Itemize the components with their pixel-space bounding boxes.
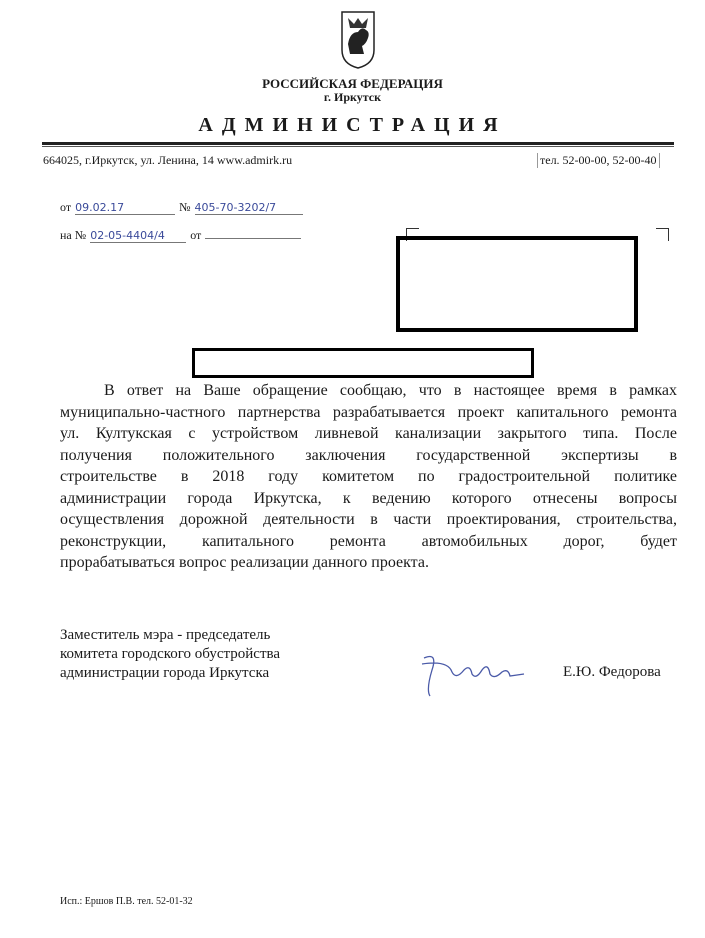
city-name: г. Иркутск — [323, 90, 382, 104]
reply-date — [205, 238, 301, 239]
executor-info: Исп.: Ершов П.В. тел. 52-01-32 — [60, 896, 193, 907]
address-corner-mark — [656, 228, 669, 241]
phone: тел. 52-00-00, 52-00-40 — [537, 153, 660, 168]
body-line: реконструкции, капитального ремонта автомобильных дорог, будет — [60, 532, 677, 550]
header-rule — [42, 142, 674, 145]
body-line: осуществления дорожной деятельности в части проектирования, строительства, — [60, 511, 677, 528]
body-line: получения положительного заключения государственной экспертизы в — [60, 446, 677, 464]
number-label: № — [179, 200, 191, 214]
city-emblem-icon — [340, 10, 376, 70]
reply-number: 02-05-4404/4 — [90, 229, 186, 243]
handwritten-signature — [418, 650, 528, 700]
body-line: прорабатываться вопрос реализации данного проекта. — [60, 554, 429, 571]
from-label: от — [60, 200, 72, 214]
body-line: В ответ на Ваше обращение сообщаю, что в настоящее время в рамках — [104, 382, 677, 399]
reply-label: на № — [60, 228, 87, 242]
body-line: муниципально-частного партнерства разрабатывается проект капитального ремонта — [60, 403, 677, 421]
position-line: администрации города Иркутска — [60, 665, 270, 681]
body-line: ул. Култукская с устройством ливневой канализации закрытого типа. После — [60, 425, 677, 442]
position-line: комитета городского обустройства — [60, 646, 281, 662]
signatory-name: Е.Ю. Федорова — [563, 664, 661, 680]
position-line: Заместитель мэра - председатель — [60, 627, 271, 643]
header-rule-thin — [42, 146, 674, 147]
reply-from-label: от — [190, 228, 202, 242]
body-line: строительстве в 2018 году комитетом по градостроительной политике — [60, 468, 677, 485]
outgoing-date: 09.02.17 — [75, 201, 175, 215]
outgoing-number: 405-70-3202/7 — [195, 201, 303, 215]
incoming-ref — [60, 226, 301, 244]
country-name: РОССИЙСКАЯ ФЕДЕРАЦИЯ — [262, 76, 443, 91]
redacted-salutation — [192, 348, 534, 378]
address: 664025, г.Иркутск, ул. Ленина, 14 www.admirk.ru — [43, 153, 293, 167]
body-line: администрации города Иркутска, к ведению которого отнесены вопросы — [60, 489, 677, 507]
redacted-recipient — [396, 236, 638, 332]
letterhead-title: АДМИНИСТРАЦИЯ — [198, 114, 507, 136]
outgoing-ref — [60, 198, 303, 216]
signatory-position — [60, 626, 280, 683]
letter-body — [60, 380, 677, 574]
